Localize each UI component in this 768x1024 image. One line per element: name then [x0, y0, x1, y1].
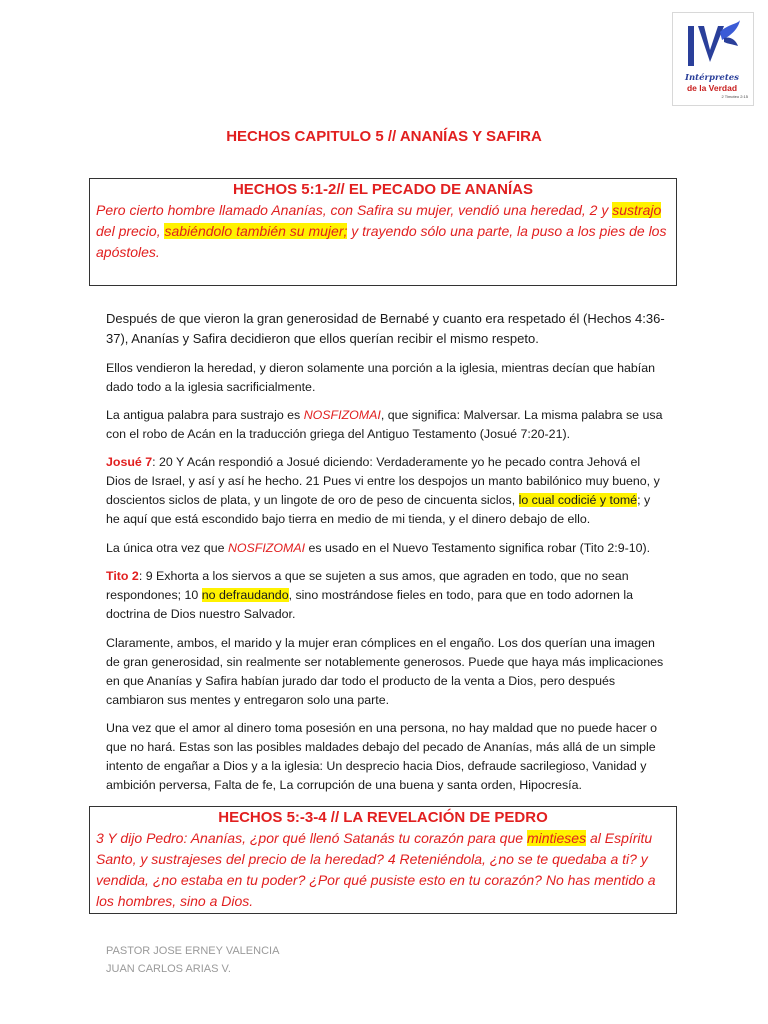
- scripture-1-text-a: Pero cierto hombre llamado Ananías, con Safira su mujer, vendió una heredad, 2 y: [96, 202, 613, 218]
- footer-author-2: JUAN CARLOS ARIAS V.: [106, 963, 231, 975]
- paragraph-1-text: Después de que vieron la gran generosidad de Bernabé y cuanto era respetado él (Hechos 4:36-37), Ananías y Safira decidieron que ellos querían recibir el mismo respeto.: [106, 311, 665, 346]
- scripture-1-text-b: del precio,: [96, 223, 165, 239]
- scripture-box-2-text: [90, 828, 676, 912]
- paragraph-5-text-a: La única otra vez que: [106, 541, 228, 555]
- scripture-box-1: [89, 178, 677, 286]
- paragraph-3-text: [106, 406, 666, 444]
- ministry-logo: [672, 12, 752, 104]
- paragraph-3-text-a: La antigua palabra para sustrajo es: [106, 408, 304, 422]
- paragraph-7-text: Claramente, ambos, el marido y la mujer eran cómplices en el engaño. Los dos querían una imagen de gran generosidad, sin realmente ser notablemente generosos. Puede que haya más implicaciones en que Ananías y Safira habían jurado dar todo el producto de la venta a Dios, pero después cambiaron sus mentes y entregaron solo una parte.: [106, 636, 664, 707]
- greek-word-2: NOSFIZOMAI: [227, 541, 306, 555]
- paragraph-1: [106, 309, 666, 349]
- paragraph-3-text-b: , que significa: Malversar. La misma palabra se usa con el robo de Acán en la traducción griega del Antiguo Testamento (Josué 7:20-21).: [106, 408, 663, 441]
- scripture-1-highlight-1: sustrajo: [612, 202, 662, 218]
- logo-text-line3: 2 Timoteo 2:15: [721, 94, 748, 99]
- paragraph-4-text: [106, 453, 666, 529]
- paragraph-4-text-a: : 20 Y Acán respondió a Josué diciendo: Verdaderamente yo he pecado contra Jehová el Dios de Israel, y así y así he hecho. 21 Pues vi entre los despojos un manto babilónico muy bueno, y doscientos siclos de plata, y un lingote de oro de peso de cincuenta siclos,: [106, 455, 660, 507]
- paragraph-2-text: Ellos vendieron la heredad, y dieron solamente una porción a la iglesia, mientras decían que habían dado todo a la iglesia sacrificialmente.: [106, 361, 655, 394]
- scripture-box-2-heading: HECHOS 5:-3-4 // LA REVELACIÓN DE PEDRO: [218, 809, 548, 826]
- scripture-1-highlight-2: sabiéndolo también su mujer;: [164, 223, 348, 239]
- scripture-2-text-b: al Espíritu Santo, y sustrajeses del precio de la heredad? 4 Reteniéndola, ¿no se te quedaba a ti? y vendida, ¿no estaba en tu poder? ¿Por qué pusiste esto en tu corazón? No has mentido a los hombres, sino a Dios.: [96, 830, 656, 909]
- paragraph-3: [106, 406, 666, 444]
- scripture-2-text-a: 3 Y dijo Pedro: Ananías, ¿por qué llenó Satanás tu corazón para que: [96, 830, 527, 846]
- scripture-2-highlight: mintieses: [526, 830, 587, 846]
- paragraph-4-text-b: ; y he aquí que está escondido bajo tierra en medio de mi tienda, y el dinero debajo de ello.: [106, 493, 651, 526]
- paragraph-5: [106, 539, 666, 558]
- paragraph-6-highlight: no defraudando: [201, 588, 289, 602]
- logo-text-line1: Intérpretes: [685, 73, 739, 83]
- paragraph-2: [106, 359, 666, 397]
- paragraph-4: [106, 453, 666, 529]
- scripture-box-1-heading: HECHOS 5:1-2// EL PECADO DE ANANÍAS: [232, 181, 534, 198]
- paragraph-6: [106, 567, 666, 624]
- paragraph-6-text: [106, 567, 666, 624]
- logo-text-line2: de la Verdad: [686, 83, 738, 93]
- paragraph-5-text: [106, 539, 666, 558]
- paragraph-8: [106, 719, 666, 795]
- paragraph-5-text-b: es usado en el Nuevo Testamento significa robar (Tito 2:9-10).: [305, 541, 651, 555]
- scripture-box-2: [89, 806, 677, 914]
- logo-mark-icon: [680, 18, 744, 74]
- paragraph-7: [106, 634, 666, 710]
- reference-tito-2: Tito 2: [106, 569, 139, 583]
- page-title: HECHOS CAPITULO 5 // ANANÍAS Y SAFIRA: [226, 128, 542, 145]
- reference-josue-7: Josué 7: [106, 455, 153, 469]
- footer-authors: [106, 942, 279, 978]
- footer-author-1: PASTOR JOSE ERNEY VALENCIA: [106, 945, 280, 957]
- paragraph-8-text: Una vez que el amor al dinero toma posesión en una persona, no hay maldad que no puede hacer o que no hará. Estas son las posibles maldades debajo del pecado de Ananías, más allá de un simple intento de engañar a Dios y a la iglesia: Un desprecio hacia Dios, defraude sacrilegioso, Vanidad y ambición perversa, Falta de fe, La corrupción de una buena y santa orden, Hipocresía.: [106, 721, 658, 792]
- greek-word-1: NOSFIZOMAI: [303, 408, 381, 422]
- paragraph-4-highlight: lo cual codicié y tomé: [518, 493, 638, 507]
- scripture-1-text-c: y trayendo sólo una parte, la puso a los pies de los apóstoles.: [96, 223, 667, 260]
- paragraph-6-text-b: , sino mostrándose fieles en todo, para que en todo adornen la doctrina de Dios nuestro Salvador.: [106, 588, 634, 621]
- scripture-box-1-text: [90, 200, 676, 263]
- paragraph-6-text-a: : 9 Exhorta a los siervos a que se sujeten a sus amos, que agraden en todo, que no sean respondones; 10: [106, 569, 629, 602]
